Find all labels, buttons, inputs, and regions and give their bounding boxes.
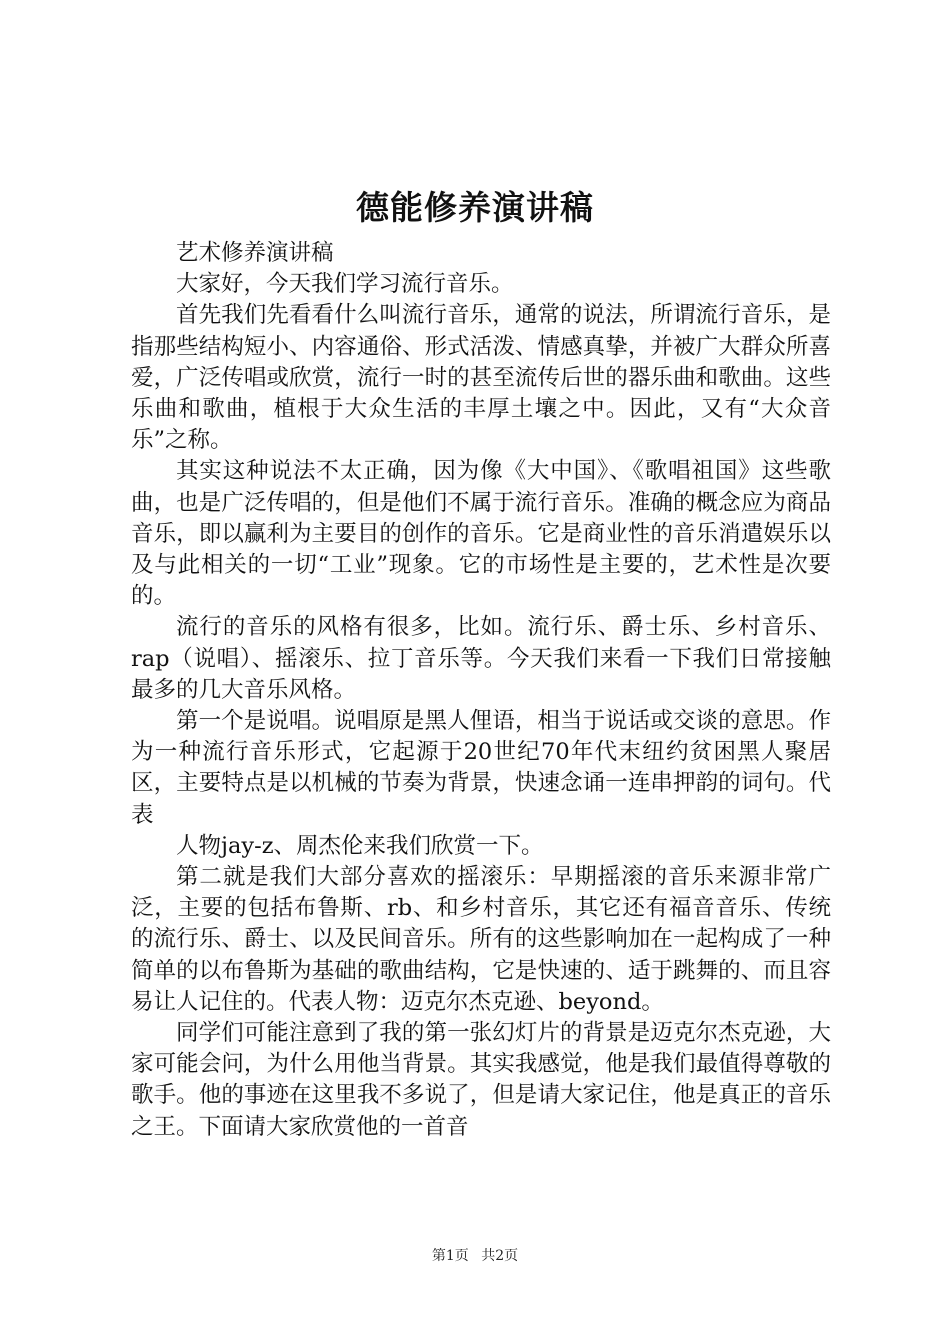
paragraph: 同学们可能注意到了我的第一张幻灯片的背景是迈克尔杰克逊，大家可能会问，为什么用他当背景。其实我感觉，他是我们最值得尊敬的歌手。他的事迹在这里我不多说了，但是请大家记住，他是真正的音乐之王。下面请大家欣赏他的一首音	[131, 1020, 831, 1140]
paragraph: 大家好，今天我们学习流行音乐。	[176, 271, 514, 298]
paragraph: 人物jay-z、周杰伦来我们欣赏一下。	[176, 832, 544, 859]
page-footer	[0, 1246, 950, 1266]
paragraph: 首先我们先看看什么叫流行音乐，通常的说法，所谓流行音乐，是指那些结构短小、内容通俗、形式活泼、情感真挚，并被广大群众所喜爱，广泛传唱或欣赏，流行一时的甚至流传后世的器乐曲和歌曲。这些乐曲和歌曲，植根于大众生活的丰厚土壤之中。因此，又有“大众音乐”之称。	[131, 302, 831, 454]
paragraph: 其实这种说法不太正确，因为像《大中国》、《歌唱祖国》这些歌曲，也是广泛传唱的，但是他们不属于流行音乐。准确的概念应为商品音乐，即以赢利为主要目的创作的音乐。它是商业性的音乐消遣娱乐以及与此相关的一切“工业”现象。它的市场性是主要的，艺术性是次要的。	[131, 458, 831, 610]
page-total: 共2页	[481, 1248, 519, 1264]
paragraph: 第二就是我们大部分喜欢的摇滚乐：早期摇滚的音乐来源非常广泛，主要的包括布鲁斯、rb、和乡村音乐，其它还有福音音乐、传统的流行乐、爵士、以及民间音乐。所有的这些影响加在一起构成了一种简单的以布鲁斯为基础的歌曲结构，它是快速的、适于跳舞的、而且容易让人记住的。代表人物：迈克尔杰克逊、beyond。	[131, 864, 831, 1015]
paragraph: 艺术修养演讲稿	[176, 240, 334, 266]
paragraph: 第一个是说唱。说唱原是黑人俚语，相当于说话或交谈的意思。作为一种流行音乐形式，它起源于20世纪70年代末纽约贫困黑人聚居区，主要特点是以机械的节奏为背景，快速念诵一连串押韵的词句。代表	[131, 708, 831, 828]
paragraph: 流行的音乐的风格有很多，比如。流行乐、爵士乐、乡村音乐、rap（说唱）、摇滚乐、拉丁音乐等。今天我们来看一下我们日常接触最多的几大音乐风格。	[131, 614, 831, 703]
document-body	[131, 238, 831, 1143]
page-number: 第1页	[431, 1248, 469, 1264]
document-title: 德能修养演讲稿	[356, 188, 594, 227]
